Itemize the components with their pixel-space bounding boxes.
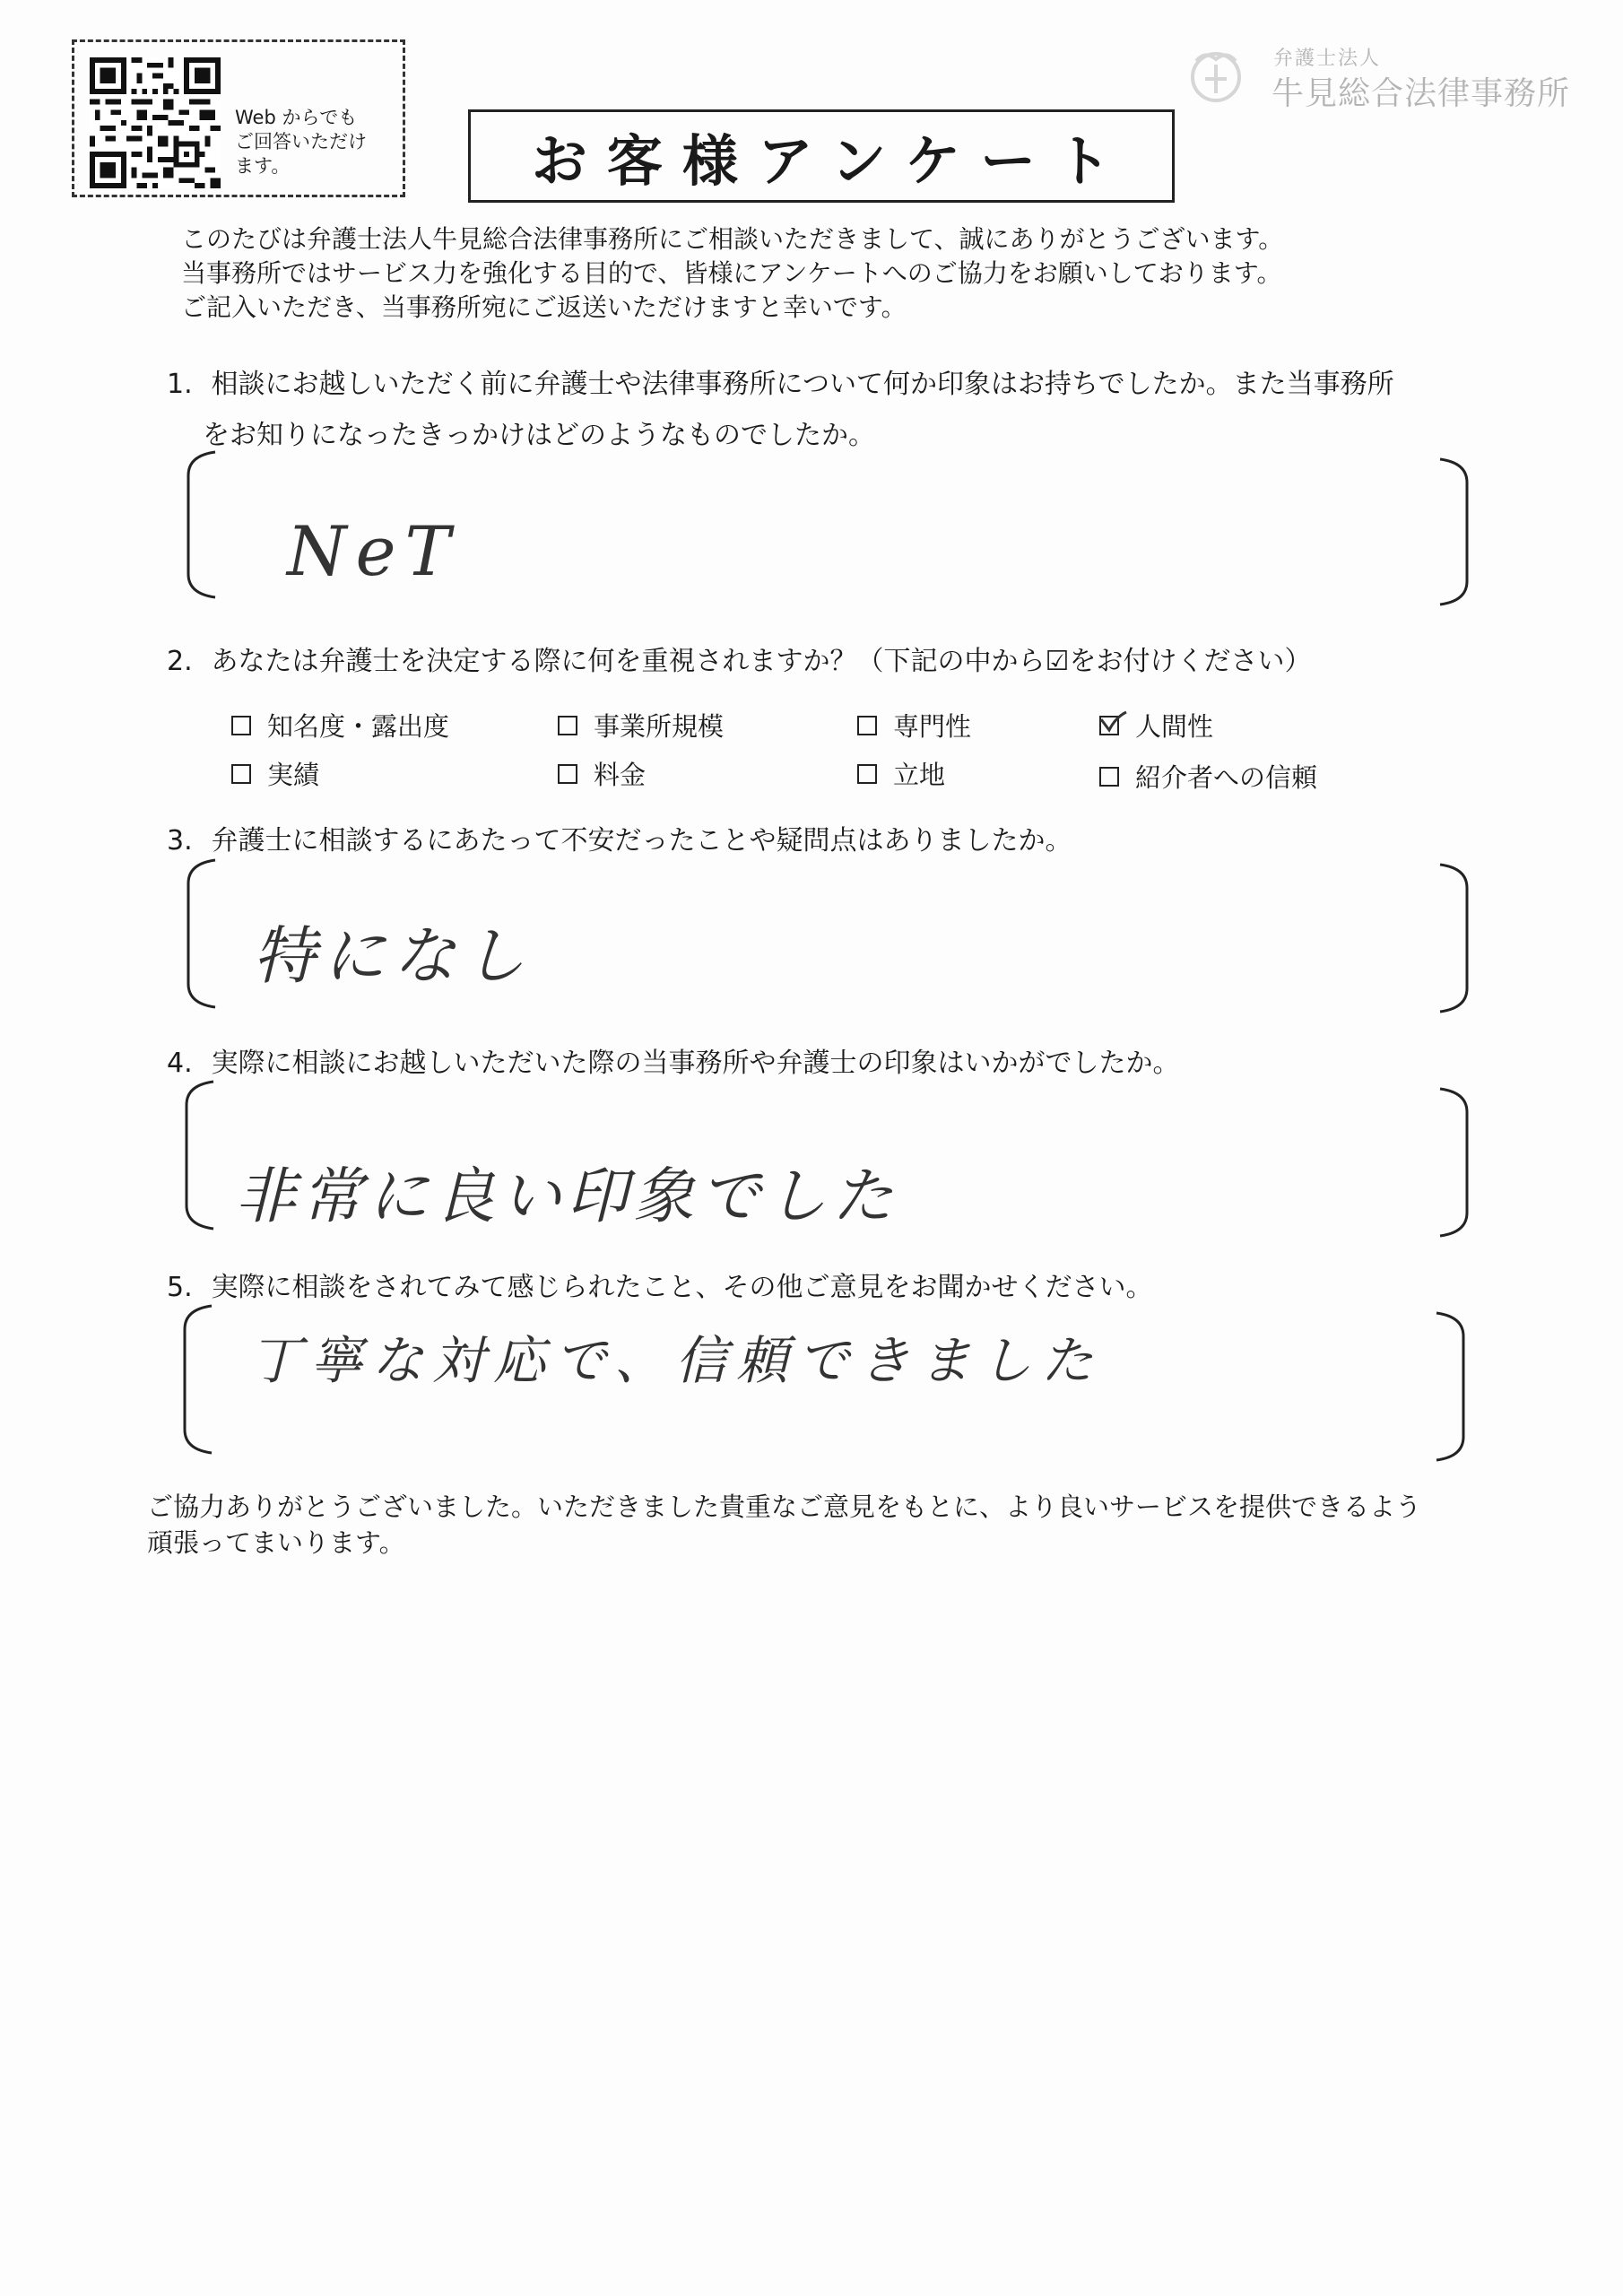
checkbox[interactable]	[558, 716, 577, 735]
question-number: 1.	[167, 369, 193, 400]
option-name-recognition[interactable]	[231, 707, 449, 744]
question-text: 相談にお越しいただく前に弁護士や法律事務所について何か印象はお持ちでしたか。また当事務所	[211, 369, 1394, 400]
answer-1: NeT	[287, 511, 460, 591]
qr-caption-line: ご回答いただけ	[235, 131, 367, 152]
firm-type: 弁護士法人	[1273, 48, 1382, 70]
checkbox-checked[interactable]	[1099, 716, 1119, 735]
answer-bracket-right	[1433, 861, 1476, 1015]
closing-message	[147, 1489, 1421, 1561]
question-text: 実際に相談にお越しいただいた際の当事務所や弁護士の印象はいかがでしたか。	[211, 1048, 1180, 1079]
answer-bracket-right	[1433, 1085, 1476, 1239]
option-location[interactable]	[857, 755, 945, 792]
page-title: お客様アンケート	[531, 127, 1132, 194]
check-mark-icon	[1098, 709, 1128, 735]
intro-paragraph	[181, 222, 1283, 325]
question-4	[167, 1040, 1180, 1080]
option-label: 人間性	[1135, 711, 1214, 742]
question-2	[167, 639, 1311, 678]
firm-logo-icon	[1184, 43, 1248, 108]
firm-name: 牛見総合法律事務所	[1271, 75, 1571, 112]
option-fees[interactable]	[558, 755, 646, 792]
answer-bracket-left	[179, 448, 222, 601]
question-text: 弁護士に相談するにあたって不安だったことや疑問点はありましたか。	[211, 825, 1072, 857]
question-1-line2: をお知りになったきっかけはどのようなものでしたか。	[203, 420, 875, 451]
option-expertise[interactable]	[857, 707, 971, 744]
intro-line: 当事務所ではサービス力を強化する目的で、皆様にアンケートへのご協力をお願いしております。	[181, 258, 1282, 288]
qr-caption-line: ます。	[235, 155, 291, 177]
closing-line: 頑張ってまいります。	[147, 1527, 405, 1558]
qr-caption-line: Web からでも	[235, 107, 358, 128]
answer-bracket-left	[179, 857, 222, 1011]
survey-title-box	[468, 109, 1175, 203]
question-text: あなたは弁護士を決定する際に何を重視されますか？（下記の中から☑をお付けください）	[211, 646, 1312, 677]
option-label: 紹介者への信頼	[1135, 762, 1318, 793]
question-5	[167, 1265, 1153, 1304]
answer-bracket-left	[176, 1302, 219, 1457]
checkbox[interactable]	[857, 716, 877, 735]
answer-bracket-right	[1433, 456, 1476, 608]
question-3	[167, 818, 1072, 857]
answer-5: 丁寧な対応で、信頼できました	[249, 1330, 1102, 1391]
qr-caption	[235, 106, 396, 178]
option-label: 知名度・露出度	[267, 711, 450, 742]
checkbox[interactable]	[857, 764, 877, 784]
checkbox[interactable]	[231, 716, 251, 735]
answer-bracket-left	[178, 1078, 221, 1232]
qr-code	[90, 57, 221, 188]
question-text: 実際に相談をされてみて感じられたこと、その他ご意見をお聞かせください。	[211, 1272, 1153, 1303]
answer-4: 非常に良い印象でした	[235, 1161, 899, 1232]
checkbox[interactable]	[558, 764, 577, 784]
option-label: 実績	[267, 760, 320, 790]
question-number: 5.	[167, 1272, 193, 1303]
intro-line: このたびは弁護士法人牛見総合法律事務所にご相談いただきまして、誠にありがとうございます。	[181, 224, 1284, 254]
closing-line: ご協力ありがとうございました。いただきました貴重なご意見をもとに、より良いサービスを提供できるよう	[147, 1492, 1422, 1522]
option-personality[interactable]	[1099, 707, 1213, 744]
question-number: 2.	[167, 646, 193, 677]
intro-line: ご記入いただき、当事務所宛にご返送いただけますと幸いです。	[181, 292, 907, 322]
option-referrer-trust[interactable]	[1099, 758, 1317, 795]
option-track-record[interactable]	[231, 755, 319, 792]
question-number: 4.	[167, 1048, 193, 1079]
option-label: 料金	[594, 760, 647, 790]
option-label: 事業所規模	[594, 711, 725, 742]
answer-bracket-right	[1429, 1309, 1472, 1464]
checkbox[interactable]	[231, 764, 251, 784]
checkbox[interactable]	[1099, 767, 1119, 787]
question-1	[167, 361, 1394, 401]
option-office-size[interactable]	[558, 707, 724, 744]
answer-3: 特になし	[253, 919, 533, 993]
option-label: 立地	[893, 760, 946, 790]
question-number: 3.	[167, 825, 193, 857]
option-label: 専門性	[893, 711, 972, 742]
